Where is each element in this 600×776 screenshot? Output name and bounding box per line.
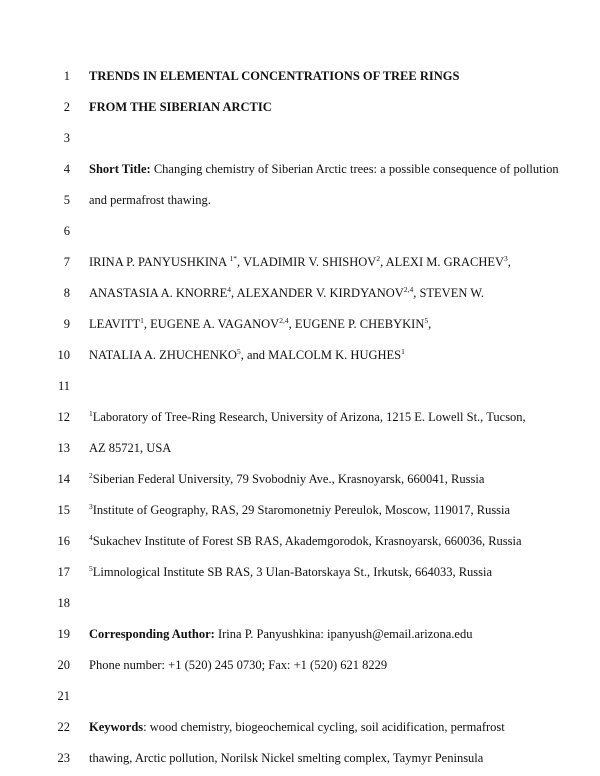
author-affiliation-mark: 2,4 — [279, 316, 289, 325]
keywords-label: Keywords — [89, 720, 144, 734]
manuscript-line — [0, 314, 600, 334]
author-affiliation-mark: 4 — [227, 285, 232, 294]
affiliation-mark: 2 — [89, 471, 93, 480]
line-number: 8 — [63, 286, 70, 300]
affiliation-mark: 3 — [89, 502, 93, 511]
line-number: 19 — [57, 627, 70, 641]
manuscript-line — [0, 562, 600, 582]
line-number: 23 — [57, 751, 70, 765]
author-list — [89, 345, 580, 365]
affiliation-text: Laboratory of Tree-Ring Research, University of Arizona, 1215 E. Lowell St., Tucson, — [92, 410, 526, 424]
keywords-continued: thawing, Arctic pollution, Norilsk Nickel smelting complex, Taymyr Peninsula — [89, 751, 484, 765]
corresponding-author — [89, 624, 580, 644]
author-affiliation-mark: 3 — [504, 254, 508, 263]
line-number: 5 — [63, 193, 70, 207]
paper-title-line-2: FROM THE SIBERIAN ARCTIC — [89, 100, 272, 114]
author-affiliation-mark: 1 — [401, 347, 405, 356]
manuscript-line — [0, 717, 600, 737]
author-name: , EUGENE P. CHEBYKIN — [288, 317, 425, 331]
affiliation-mark: 4 — [89, 533, 93, 542]
affiliation-mark: 5 — [89, 564, 93, 573]
manuscript-line — [0, 686, 600, 706]
line-number: 9 — [63, 317, 70, 331]
line-number: 18 — [57, 596, 70, 610]
author-affiliation-mark: 1 — [140, 316, 144, 325]
manuscript-line — [0, 221, 600, 241]
paper-title-line-1: TRENDS IN ELEMENTAL CONCENTRATIONS OF TREE RINGS — [89, 69, 460, 83]
author-name: , ALEXANDER V. KIRDYANOV — [231, 286, 404, 300]
line-number: 20 — [57, 658, 70, 672]
author-name: LEAVITT — [89, 317, 141, 331]
line-number: 13 — [57, 441, 70, 455]
manuscript-line — [0, 624, 600, 644]
corresponding-author-text: Irina P. Panyushkina: ipanyush@email.arizona.edu — [214, 627, 473, 641]
affiliation-5 — [89, 562, 580, 582]
author-list — [89, 283, 580, 303]
line-number: 21 — [57, 689, 70, 703]
line-number: 11 — [57, 379, 70, 393]
author-separator: , — [507, 255, 511, 269]
line-number: 16 — [57, 534, 70, 548]
manuscript-line — [0, 376, 600, 396]
author-name: , and MALCOLM K. HUGHES — [240, 348, 402, 362]
author-name: , STEVEN W. — [413, 286, 485, 300]
affiliation-4 — [89, 531, 580, 551]
line-number: 6 — [63, 224, 70, 238]
manuscript-line — [0, 655, 600, 675]
short-title-text: Changing chemistry of Siberian Arctic trees: a possible consequence of pollution — [150, 162, 559, 176]
short-title — [89, 159, 580, 179]
author-list — [89, 252, 580, 272]
author-affiliation-mark: 5 — [424, 316, 429, 325]
short-title-label: Short Title: — [89, 162, 151, 176]
line-number: 3 — [63, 131, 70, 145]
author-affiliation-mark: 2 — [376, 254, 381, 263]
author-name: ANASTASIA A. KNORRE — [89, 286, 228, 300]
line-number: 1 — [63, 69, 70, 83]
affiliation-text: Limnological Institute SB RAS, 3 Ulan-Batorskaya St., Irkutsk, 664033, Russia — [92, 565, 493, 579]
author-affiliation-mark: 2,4 — [403, 285, 414, 294]
manuscript-line — [0, 283, 600, 303]
manuscript-line — [0, 128, 600, 148]
corresponding-author-label: Corresponding Author: — [89, 627, 215, 641]
line-number: 7 — [63, 255, 70, 269]
manuscript-line — [0, 593, 600, 613]
manuscript-line — [0, 407, 600, 427]
line-number: 4 — [63, 162, 70, 176]
keywords — [89, 717, 580, 737]
short-title-continued: and permafrost thawing. — [89, 193, 211, 207]
affiliation-text: Institute of Geography, RAS, 29 Staromonetniy Pereulok, Moscow, 119017, Russia — [92, 503, 511, 517]
author-list — [89, 314, 580, 334]
affiliation-mark: 1 — [89, 409, 93, 418]
line-number: 12 — [57, 410, 70, 424]
affiliation-text: Sukachev Institute of Forest SB RAS, Akademgorodok, Krasnoyarsk, 660036, Russia — [92, 534, 522, 548]
line-number: 14 — [57, 472, 70, 486]
author-name: IRINA P. PANYUSHKINA — [89, 255, 230, 269]
author-name: , EUGENE A. VAGANOV — [143, 317, 280, 331]
manuscript-line — [0, 97, 600, 117]
manuscript-line — [0, 159, 600, 179]
manuscript-line — [0, 345, 600, 365]
line-number: 22 — [57, 720, 70, 734]
author-affiliation-mark: 1* — [229, 254, 238, 263]
manuscript-line — [0, 469, 600, 489]
author-separator: , — [428, 317, 432, 331]
manuscript-line — [0, 66, 600, 86]
manuscript-line — [0, 438, 600, 458]
manuscript-line — [0, 748, 600, 768]
line-number: 15 — [57, 503, 70, 517]
line-number: 2 — [63, 100, 70, 114]
manuscript-line — [0, 531, 600, 551]
manuscript-line — [0, 190, 600, 210]
line-number: 10 — [57, 348, 70, 362]
author-affiliation-mark: 5 — [236, 347, 241, 356]
manuscript-line — [0, 500, 600, 520]
manuscript-line — [0, 252, 600, 272]
author-name: NATALIA A. ZHUCHENKO — [89, 348, 237, 362]
line-number: 17 — [57, 565, 70, 579]
affiliation-text: Siberian Federal University, 79 Svobodniy Ave., Krasnoyarsk, 660041, Russia — [92, 472, 485, 486]
author-name: , VLADIMIR V. SHISHOV — [237, 255, 377, 269]
affiliation-1-continued: AZ 85721, USA — [89, 441, 172, 455]
author-name: , ALEXI M. GRACHEV — [380, 255, 505, 269]
keywords-text: : wood chemistry, biogeochemical cycling, soil acidification, permafrost — [143, 720, 505, 734]
affiliation-2 — [89, 469, 580, 489]
affiliation-3 — [89, 500, 580, 520]
contact-phone-fax: Phone number: +1 (520) 245 0730; Fax: +1 (520) 621 8229 — [89, 658, 388, 672]
affiliation-1 — [89, 407, 580, 427]
